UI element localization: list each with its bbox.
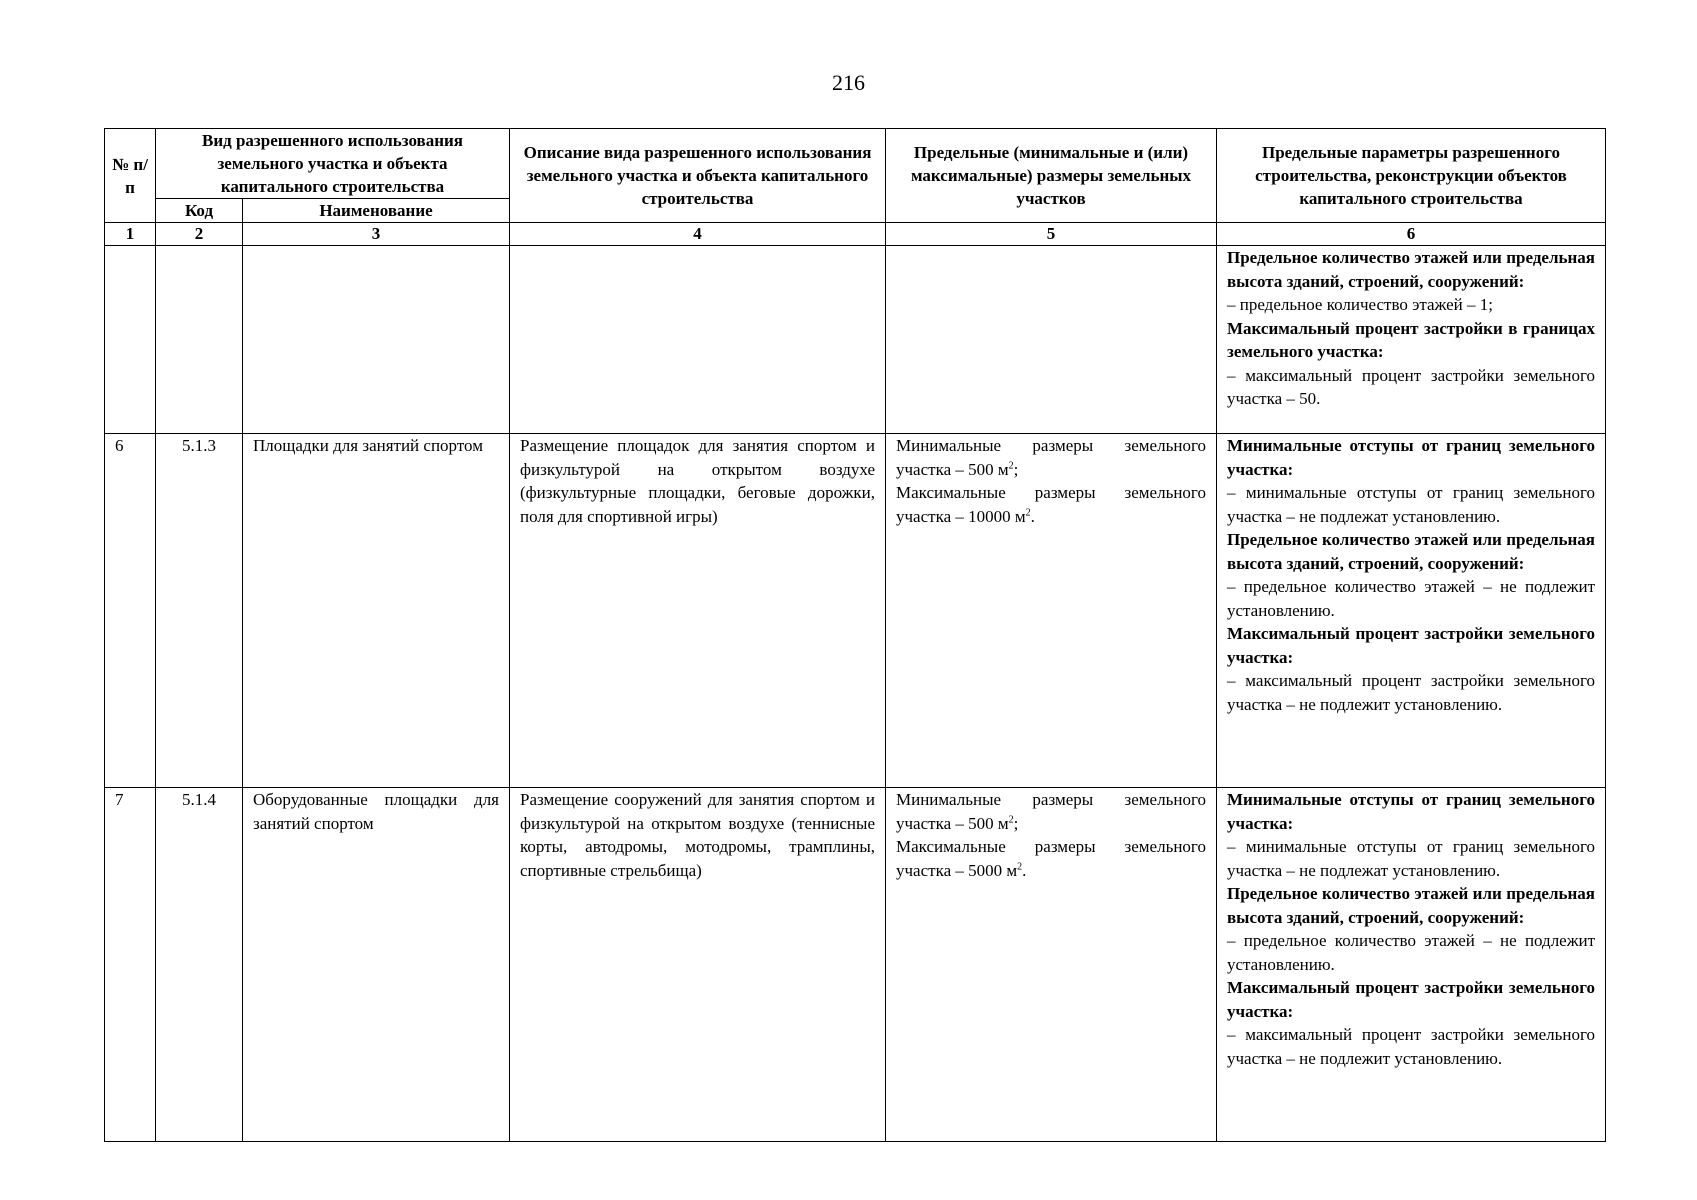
cell-sizes	[886, 246, 1217, 434]
column-number: 5	[886, 223, 1217, 246]
params-heading: Максимальный процент застройки земельного участка:	[1227, 978, 1595, 1021]
params-text: – предельное количество этажей – 1;	[1227, 295, 1493, 314]
params-text: – предельное количество этажей – не подлежит установлению.	[1227, 577, 1595, 620]
header-code: Код	[156, 199, 243, 223]
header-name: Наименование	[243, 199, 510, 223]
sizes-max: Максимальные размеры земельного участка – 5000 м	[896, 837, 1206, 880]
header-description: Описание вида разрешенного использования земельного участка и объекта капитального строительства	[510, 129, 886, 223]
column-number: 4	[510, 223, 886, 246]
sizes-min: Минимальные размеры земельного участка – 500 м	[896, 790, 1206, 833]
table-row	[105, 788, 1606, 1142]
column-number: 3	[243, 223, 510, 246]
header-num: № п/п	[105, 129, 156, 223]
cell-description: Размещение сооружений для занятия спортом и физкультурой на открытом воздухе (теннисные корты, автодромы, мотодромы, трамплины, спортивные стрельбища)	[510, 788, 886, 1142]
cell-sizes: Минимальные размеры земельного участка – 500 $м^2$; Максимальные размеры земельного участка – 5000 $м^2$.	[886, 788, 1217, 1142]
params-text: – максимальный процент застройки земельного участка – не подлежит установлению.	[1227, 1025, 1595, 1068]
cell-name: Оборудованные площадки для занятий спортом	[243, 788, 510, 1142]
params-heading: Максимальный процент застройки земельного участка:	[1227, 624, 1595, 667]
params-text: – максимальный процент застройки земельного участка – 50.	[1227, 365, 1595, 408]
table-row	[105, 246, 1606, 434]
cell-description: Размещение площадок для занятия спортом и физкультурой на открытом воздухе (физкультурные площадки, беговые дорожки, поля для спортивной игры)	[510, 434, 886, 788]
params-text: – максимальный процент застройки земельного участка – не подлежит установлению.	[1227, 671, 1595, 714]
land-use-table	[104, 128, 1606, 1142]
sizes-min: Минимальные размеры земельного участка – 500 м	[896, 436, 1206, 479]
cell-num: 7	[105, 788, 156, 1142]
cell-description	[510, 246, 886, 434]
column-number: 2	[156, 223, 243, 246]
params-heading: Предельное количество этажей или предельная высота зданий, строений, сооружений:	[1227, 248, 1595, 291]
cell-params	[1217, 434, 1606, 788]
header-group: Вид разрешенного использования земельного участка и объекта капитального строительства	[156, 129, 510, 199]
params-text: – предельное количество этажей – не подлежит установлению.	[1227, 931, 1595, 974]
header-sizes: Предельные (минимальные и (или) максимальные) размеры земельных участков	[886, 129, 1217, 223]
cell-name	[243, 246, 510, 434]
page-number: 216	[832, 70, 865, 95]
column-number: 1	[105, 223, 156, 246]
params-heading: Минимальные отступы от границ земельного участка:	[1227, 790, 1595, 833]
cell-num: 6	[105, 434, 156, 788]
cell-name: Площадки для занятий спортом	[243, 434, 510, 788]
params-heading: Предельное количество этажей или предельная высота зданий, строений, сооружений:	[1227, 530, 1595, 573]
params-text: – минимальные отступы от границ земельного участка – не подлежат установлению.	[1227, 837, 1595, 880]
params-heading: Максимальный процент застройки в границах земельного участка:	[1227, 318, 1595, 361]
params-heading: Минимальные отступы от границ земельного участка:	[1227, 436, 1595, 479]
cell-num	[105, 246, 156, 434]
sizes-max: Максимальные размеры земельного участка – 10000 м	[896, 483, 1206, 526]
cell-params	[1217, 246, 1606, 434]
cell-sizes: Минимальные размеры земельного участка – 500 $м^2$; Максимальные размеры земельного участка – 10000 $м^2$.	[886, 434, 1217, 788]
column-number: 6	[1217, 223, 1606, 246]
params-text: – минимальные отступы от границ земельного участка – не подлежат установлению.	[1227, 483, 1595, 526]
cell-code: 5.1.3	[156, 434, 243, 788]
table-row	[105, 434, 1606, 788]
header-params: Предельные параметры разрешенного строительства, реконструкции объектов капитального строительства	[1217, 129, 1606, 223]
cell-params	[1217, 788, 1606, 1142]
cell-code	[156, 246, 243, 434]
cell-code: 5.1.4	[156, 788, 243, 1142]
params-heading: Предельное количество этажей или предельная высота зданий, строений, сооружений:	[1227, 884, 1595, 927]
